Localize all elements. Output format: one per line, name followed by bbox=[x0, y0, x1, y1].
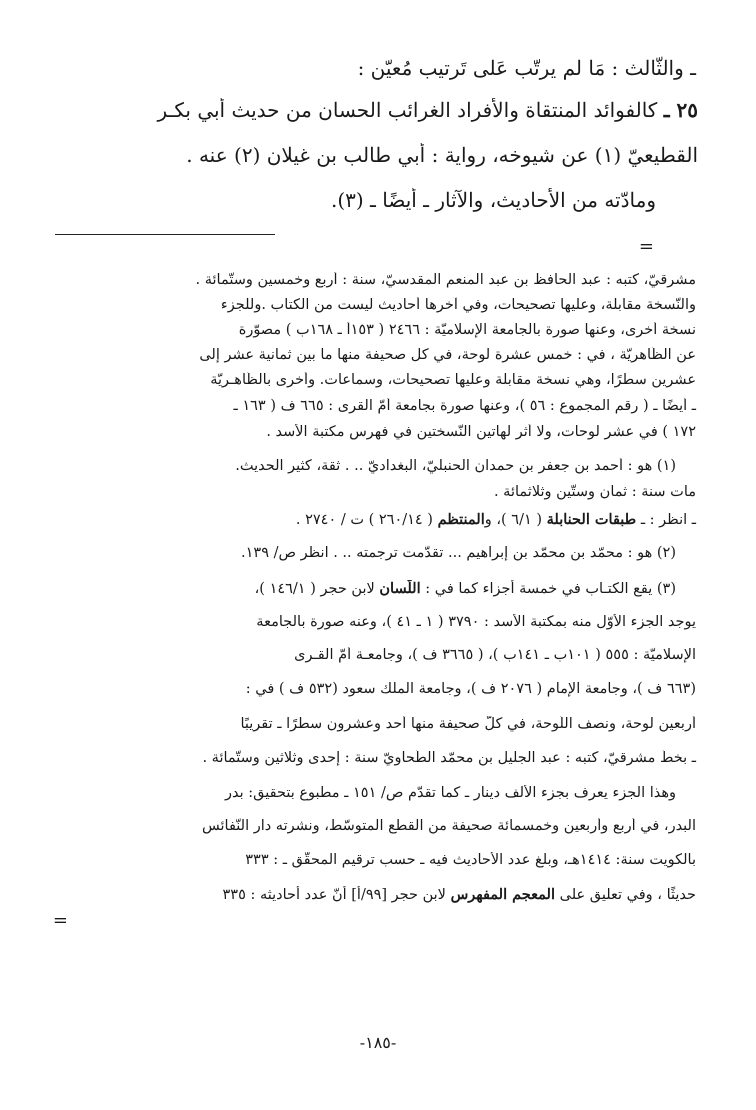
footnote-line: الإسلاميّة : ٥٥٥ ( ١٠١ب ـ ١٤١ب )، ( ٣٦٦٥ ف )، وجامعـة أمّ القـرى bbox=[294, 647, 696, 663]
footnote-line: عشرين سطرًا، وهي نسخة مقابلة وعليها تصحيحات، وسماعات. وأخرى بالظّاهـريّة bbox=[210, 372, 696, 388]
footnote-2: (٢) هو : محمّد بن محمّد بن إبراهيم ... تقدّمت ترجمته .. . انظر ص/ ١٣٩. bbox=[241, 545, 676, 561]
footnote-text: لابن حجر ( ١٤٦/١ )، bbox=[254, 581, 380, 597]
footnote-text: حديثًا ، وفي تعليق على bbox=[555, 887, 696, 903]
entry-25-line-3: ومادّته من الأحاديث، والآثار ـ أيضًا ـ (٣). bbox=[330, 188, 656, 212]
footnote-line: ١٧٢ ) في عشر لوحات، ولا أثر لهاتين النّسختين في فهرس مكتبة الأسد . bbox=[266, 424, 696, 440]
footnote-line: مات سنة : ثمان وستّين وثلاثمائة . bbox=[493, 484, 696, 500]
footnote-line: بالكويت سنة: ١٤١٤هـ، وبلغ عدد الأحاديث فيه ـ حسب ترقيم المحقّق ـ : ٣٣٣ bbox=[245, 852, 696, 868]
footnote-line bbox=[0, 580, 756, 597]
footnote-text: ـ انظر : ـ bbox=[636, 512, 696, 528]
footnote-separator bbox=[55, 234, 275, 235]
footnote-line: (١) هو : أحمد بن جعفر بن حمدان الحنبليّ، البغداديّ .. . ثقة، كثير الحديث. bbox=[235, 458, 676, 474]
footnote-line: وهذا الجزء يعرف بجزء الألف دينار ـ كما تقدّم ص/ ١٥١ ـ مطبوع بتحقيق: بدر bbox=[225, 785, 676, 801]
entry-25-line-2: القطيعيّ (١) عن شيوخه، رواية : أبي طالب بن غيلان (٢) عنه . bbox=[186, 143, 698, 167]
footnote-line: مشرقيّ، كتبه : عبد الحافظ بن عبد المنعم المقدسيّ، سنة : أربع وخمسين وستّمائة . bbox=[195, 272, 696, 288]
entry-25-line-1 bbox=[0, 98, 756, 122]
footnote-line bbox=[0, 886, 756, 903]
footnote-line: نسخة أخرى، وعنها صورة بالجامعة الإسلاميّة : ٢٤٦٦ ( ١٥٣أ ـ ١٦٨ب ) مصوّرة bbox=[238, 322, 696, 338]
entry-25-title: كالفوائد المنتقاة والأفراد الغرائب الحسان من حديث أبي بكـر bbox=[157, 98, 658, 122]
footnote-line bbox=[0, 511, 756, 528]
footnote-text: (٣) يقع الكتـاب في خمسة أجزاء كما في : bbox=[420, 581, 676, 597]
footnote-line: يوجد الجزء الأوّل منه بمكتبة الأسد : ٣٧٩٠ ( ١ ـ ٤١ )، وعنه صورة بالجامعة bbox=[256, 614, 696, 630]
footnote-line: البدر، في أربع وأربعين وخمسمائة صحيفة من القطع المتوسّط، ونشرته دار النّفائس bbox=[202, 818, 696, 834]
footnote-line: أربعين لوحة، ونصف اللّوحة، في كلّ صحيفة منها أحد وعشرون سطرًا ـ تقريبًا bbox=[240, 716, 696, 732]
entry-number: ٢٥ ـ bbox=[663, 98, 698, 122]
book-title: اللّسان bbox=[379, 580, 421, 597]
book-title: المعجم المفهرس bbox=[450, 886, 555, 903]
section-heading-third: ـ والثّالث : مَا لم يرتّب عَلى تَرتيب مُعيّن : bbox=[357, 56, 696, 80]
footnote-line: والنّسخة مقابلة، وعليها تصحيحات، وفي آخرها أحاديث ليست من الكتاب .وللجزء bbox=[220, 297, 696, 313]
footnote-text: لابن حجر [٩٩/أ] أنّ عدد أحاديثه : ٣٣٥ bbox=[222, 887, 451, 903]
book-title: طبقات الحنابلة bbox=[546, 511, 637, 528]
book-title: المنتظم bbox=[437, 511, 485, 528]
footnote-text: ( ٦/١ )، و bbox=[484, 512, 547, 528]
footnote-line: ـ بخطّ مشرقيّ، كتبه : عبد الجليل بن محمّد الطّحاويّ سنة : إحدى وثلاثين وستّمائة . bbox=[202, 750, 696, 766]
continuation-mark-top: = bbox=[638, 236, 654, 257]
footnote-line: (٦٦٣ ف )، وجامعة الإمام ( ٢٠٧٦ ف )، وجامعة الملك سعود (٥٣٢ ف ) في : bbox=[245, 681, 696, 697]
page-number: -١٨٥- bbox=[359, 1033, 397, 1052]
footnote-text: ( ٢٦٠/١٤ ) ت / ٢٧٤٠ . bbox=[295, 512, 438, 528]
footnote-line: عن الظّاهريّة ، في : خمس عشرة لوحة، في كل صحيفة منها ما بين ثمانية عشر إلى bbox=[199, 347, 696, 363]
continuation-mark-bottom: = bbox=[52, 910, 68, 931]
footnote-line: ـ أيضًا ـ ( رقم المجموع : ٥٦ )، وعنها صورة بجامعة أمّ القرى : ٦٦٥ ف ( ١٦٣ ـ bbox=[233, 398, 696, 414]
